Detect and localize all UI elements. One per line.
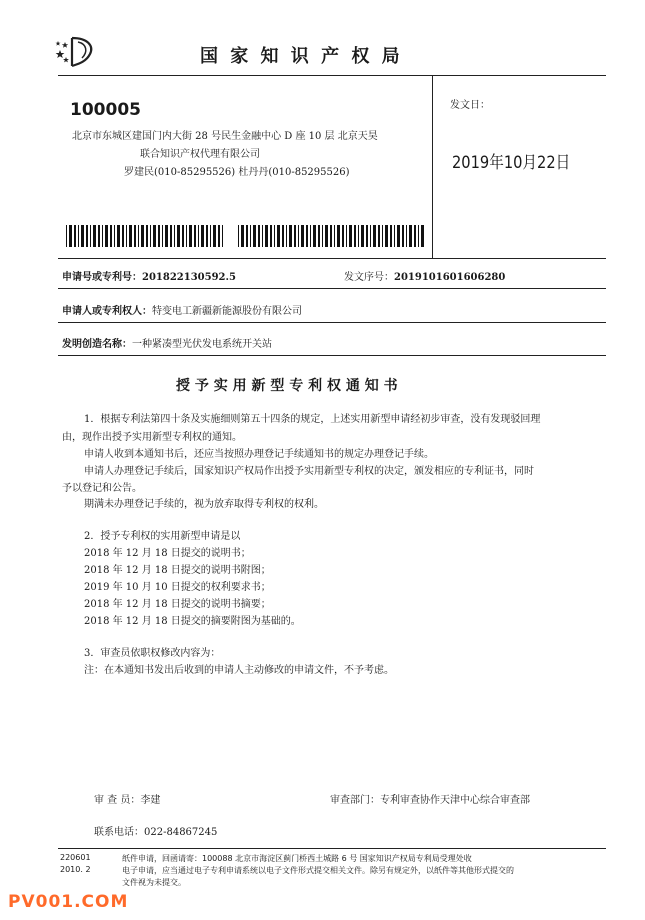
dept-value: 专利审查协作天津中心综合审查部: [380, 795, 530, 806]
para-4: 期满未办理登记手续的，视为放弃取得专利权的权利。: [84, 499, 324, 510]
section-2-item: 2019 年 10 月 10 日提交的权利要求书；: [84, 582, 271, 593]
para-1a: 1．根据专利法第四十条及实施细则第五十四条的规定，上述实用新型申请经初步审查，没有发现驳回理: [84, 414, 541, 425]
phone-value: 022-84867245: [144, 827, 218, 838]
section-2-item: 2018 年 12 月 18 日提交的说明书摘要；: [84, 599, 271, 610]
footer-note-3: 文件视为未提交。: [122, 878, 186, 887]
footer-note-2: 电子申请，应当通过电子专利申请系统以电子文件形式提交相关文件。除另有规定外，以纸件等其他形式提交的: [122, 866, 514, 875]
section-2-item: 2018 年 12 月 18 日提交的说明书附图；: [84, 565, 271, 576]
form-code-1: 220601: [60, 853, 91, 862]
section-3-head: 3．审查员依职权修改内容为：: [84, 648, 221, 659]
invention-label: 发明创造名称：: [62, 339, 132, 350]
office-title: 国 家 知 识 产 权 局: [200, 46, 403, 67]
dept-row: [330, 791, 530, 806]
footer-note-1: 纸件申请，回函请寄：100088 北京市海淀区蓟门桥西土城路 6 号 国家知识产权局专利局受理处收: [122, 854, 472, 863]
barcode-left: [66, 225, 226, 247]
address-line-1: 北京市东城区建国门内大街 28 号民生金融中心 D 座 10 层 北京天昊: [72, 131, 378, 142]
dispatch-date: 2019年10月22日: [452, 153, 571, 173]
phone-label: 联系电话：: [94, 827, 144, 838]
dispatch-date-label: 发文日：: [450, 100, 490, 111]
barcode-right: [238, 225, 424, 247]
phone-row: [94, 823, 217, 838]
examiner-row: [94, 791, 160, 806]
form-code-2: 2010. 2: [60, 865, 91, 874]
dispatch-divider: [432, 75, 433, 258]
examiner-label: 审 查 员：: [94, 795, 141, 806]
section-2-item: 2018 年 12 月 18 日提交的说明书；: [84, 548, 251, 559]
dept-label: 审查部门：: [330, 795, 380, 806]
para-3a: 申请人办理登记手续后，国家知识产权局作出授予实用新型专利权的决定，颁发相应的专利证书，同时: [84, 466, 534, 477]
serial-row: [344, 268, 505, 283]
section-3-note: 注：在本通知书发出后收到的申请人主动修改的申请文件，不予考虑。: [84, 665, 394, 676]
footer-rule: [58, 848, 606, 849]
invention-value: 一种紧凑型光伏发电系统开关站: [132, 339, 272, 350]
applicant-value: 特变电工新疆新能源股份有限公司: [152, 306, 302, 317]
address-line-3: 罗建民(010-85295526) 杜丹丹(010-85295526): [124, 167, 350, 178]
invention-row: [62, 335, 272, 350]
serial-value: 2019101601606280: [394, 272, 506, 283]
cnipa-logo: [54, 36, 96, 68]
section-2-head: 2．授予专利权的实用新型申请是以: [84, 531, 241, 542]
postcode: 100005: [70, 100, 141, 120]
header-rule: [58, 75, 606, 76]
examiner-name: 李建: [140, 795, 161, 806]
meta-rule-4: [58, 355, 606, 356]
serial-label: 发文序号：: [344, 272, 394, 283]
meta-rule-1: [58, 258, 606, 259]
app-number-value: 201822130592.5: [142, 272, 236, 283]
para-2: 申请人收到本通知书后，还应当按照办理登记手续通知书的规定办理登记手续。: [84, 449, 434, 460]
meta-rule-2: [58, 288, 606, 289]
app-number-row: [62, 268, 236, 283]
app-number-label: 申请号或专利号：: [62, 272, 142, 283]
notice-title: 授 予 实 用 新 型 专 利 权 通 知 书: [176, 378, 398, 394]
meta-rule-3: [58, 322, 606, 323]
para-3b: 予以登记和公告。: [62, 483, 142, 494]
section-2-item: 2018 年 12 月 18 日提交的摘要附图为基础的。: [84, 616, 301, 627]
applicant-row: [62, 302, 302, 317]
applicant-label: 申请人或专利权人：: [62, 306, 152, 317]
para-1b: 由，现作出授予实用新型专利权的通知。: [62, 432, 242, 443]
address-line-2: 联合知识产权代理有限公司: [140, 149, 260, 160]
watermark-text: PV001.COM: [8, 892, 129, 912]
